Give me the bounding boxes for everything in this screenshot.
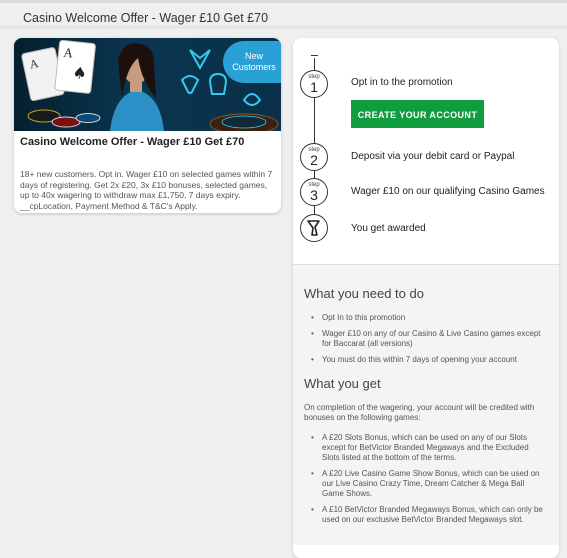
list-item: • You must do this within 7 days of opening your account bbox=[311, 355, 547, 365]
offer-banner-image bbox=[14, 38, 281, 131]
offer-card-title: Casino Welcome Offer - Wager £10 Get £70 bbox=[20, 136, 245, 148]
list-item: • Opt In to this promotion bbox=[311, 313, 547, 323]
award-marker bbox=[300, 214, 328, 242]
step-4-text: You get awarded bbox=[351, 223, 426, 234]
new-customers-badge: New Customers bbox=[223, 41, 281, 83]
step-1-text: Opt in to the promotion bbox=[351, 77, 453, 88]
step-word: step bbox=[308, 74, 320, 80]
list-item: • A £10 BetVictor Branded Megaways Bonus, which can only be used on our exclusive BetVictor Branded Megaways slot. bbox=[311, 505, 547, 525]
svg-text:A: A bbox=[62, 44, 74, 61]
top-border bbox=[0, 0, 567, 3]
what-you-get-list bbox=[311, 433, 547, 531]
step-3-text: Wager £10 on our qualifying Casino Games bbox=[351, 186, 545, 197]
offer-card[interactable] bbox=[14, 38, 281, 213]
what-you-get-intro: On completion of the wagering, your account will be credited with bonuses on the following games: bbox=[304, 403, 535, 422]
step-1-marker bbox=[300, 70, 328, 98]
step-number: 1 bbox=[310, 79, 318, 95]
page-title: Casino Welcome Offer - Wager £10 Get £70 bbox=[23, 11, 269, 25]
what-you-need-heading: What you need to do bbox=[304, 286, 424, 301]
step-3-marker bbox=[300, 178, 328, 206]
list-item: • A £20 Live Casino Game Show Bonus, which can be used on our Live Casino Crazy Time, Dream Catcher & Mega Ball Game Shows. bbox=[311, 469, 547, 499]
list-item: • A £20 Slots Bonus, which can be used on any of our Slots except for BetVictor Branded Megaways and the Excluded Slots listed at the bottom of the terms. bbox=[311, 433, 547, 463]
what-you-get-heading: What you get bbox=[304, 376, 381, 391]
step-word: step bbox=[308, 182, 320, 188]
step-2-marker bbox=[300, 143, 328, 171]
offer-card-terms: 18+ new customers. Opt in. Wager £10 on selected games within 7 days of registering. Get 2x £20, 3x £10 bonuses, selected games, up to 40x wagering to withdraw max £1,750, 7 days expiry. __cpLocation, Payment Method & T&C's Apply. bbox=[20, 169, 273, 211]
steps-timeline-cap bbox=[311, 55, 318, 56]
what-you-need-list bbox=[311, 313, 547, 371]
trophy-icon bbox=[301, 215, 326, 240]
svg-text:♠: ♠ bbox=[71, 62, 88, 84]
list-item: • Wager £10 on any of our Casino & Live Casino games except for Baccarat (all versions) bbox=[311, 329, 547, 349]
step-2-text: Deposit via your debit card or Paypal bbox=[351, 151, 515, 162]
create-account-button[interactable]: CREATE YOUR ACCOUNT bbox=[351, 100, 484, 128]
step-word: step bbox=[308, 147, 320, 153]
header-divider bbox=[0, 26, 567, 30]
svg-text:A: A bbox=[28, 56, 40, 72]
step-number: 2 bbox=[310, 152, 318, 168]
step-number: 3 bbox=[310, 187, 318, 203]
